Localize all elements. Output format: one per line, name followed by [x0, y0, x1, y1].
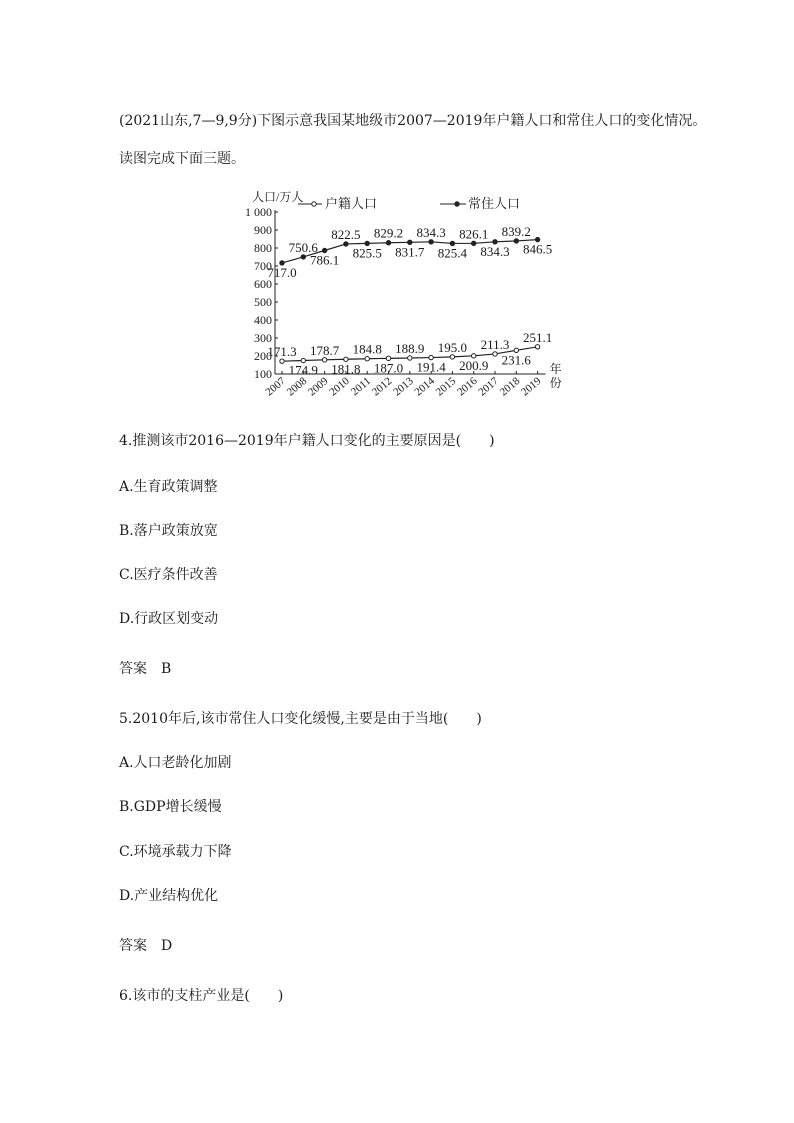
- series-2-data-label: 834.3: [416, 224, 446, 240]
- series-2-data-label: 831.7: [395, 244, 425, 260]
- series-1-point: [280, 359, 284, 363]
- intro-line-1: (2021山东,7—9,9分)下图示意我国某地级市2007—2019年户籍人口和常住人口的变化情况。: [119, 113, 707, 129]
- y-tick-label: 900: [254, 223, 272, 237]
- x-tick-label: 2009: [305, 375, 331, 399]
- series-2-data-label: 846.5: [522, 241, 553, 257]
- question-4-option-d: D.行政区划变动: [119, 611, 219, 627]
- question-5-answer: 答案 D: [119, 938, 173, 954]
- series-1-data-label: 231.6: [501, 352, 531, 368]
- x-tick-label: 2017: [476, 375, 501, 399]
- question-4-option-b: B.落户政策放宽: [119, 523, 218, 539]
- series-2-point: [301, 255, 305, 259]
- question-5-option-c: C.环境承载力下降: [119, 844, 232, 860]
- legend-label-1: 户籍人口: [325, 196, 378, 211]
- x-tick-label: 2007: [263, 375, 288, 399]
- y-tick-label: 400: [254, 313, 272, 327]
- series-1-point: [408, 356, 412, 360]
- series-1-data-label: 211.3: [480, 336, 510, 352]
- series-2-data-label: 826.1: [459, 226, 489, 242]
- series-2-data-label: 825.4: [437, 245, 468, 261]
- series-1-point: [450, 355, 454, 359]
- series-2-data-label: 829.2: [373, 225, 404, 241]
- x-tick-label: 2016: [455, 375, 480, 399]
- question-6-stem: 6.该市的支柱产业是( ): [119, 988, 284, 1004]
- x-axis-title-char: 年: [549, 362, 562, 376]
- series-2-point: [472, 241, 476, 245]
- series-1-data-label: 191.4: [416, 359, 446, 375]
- x-tick-label: 2014: [412, 375, 438, 399]
- series-1-data-label: 184.8: [352, 341, 382, 357]
- series-1-data-label: 251.1: [522, 329, 553, 345]
- y-tick-label: 700: [254, 259, 272, 273]
- question-5-stem: 5.2010年后,该市常住人口变化缓慢,主要是由于当地( ): [119, 711, 482, 727]
- series-1-data-label: 174.9: [288, 362, 318, 378]
- legend-marker-2: [455, 202, 459, 206]
- x-tick-label: 2015: [433, 375, 459, 399]
- series-1-data-label: 188.9: [395, 340, 425, 356]
- y-axis-title: 人口/万人: [252, 190, 304, 204]
- series-2-data-label: 786.1: [309, 252, 340, 268]
- series-2-data-label: 825.5: [352, 245, 382, 261]
- question-5-option-b: B.GDP增长缓慢: [119, 799, 222, 815]
- y-tick-label: 200: [254, 349, 272, 363]
- question-5-option-a: A.人口老龄化加剧: [119, 755, 232, 771]
- series-1-data-label: 200.9: [459, 357, 489, 373]
- population-line-chart: [240, 190, 570, 410]
- x-tick-label: 2019: [518, 375, 544, 399]
- y-tick-label: 1 000: [245, 205, 272, 219]
- series-2-data-label: 717.0: [267, 264, 297, 280]
- series-2-data-label: 750.6: [288, 239, 318, 255]
- x-tick-label: 2010: [327, 375, 352, 399]
- series-2-point: [386, 241, 390, 245]
- question-4-option-c: C.医疗条件改善: [119, 567, 218, 583]
- series-1-data-label: 178.7: [309, 342, 340, 358]
- question-4-option-a: A.生育政策调整: [119, 479, 218, 495]
- series-1-point: [493, 352, 497, 356]
- series-1-data-label: 181.8: [331, 361, 361, 377]
- series-2-data-label: 839.2: [501, 223, 531, 239]
- y-tick-label: 800: [254, 241, 272, 255]
- x-tick-label: 2011: [348, 375, 374, 399]
- series-2-data-label: 822.5: [331, 226, 361, 242]
- x-tick-label: 2012: [369, 375, 395, 399]
- intro-line-2: 读图完成下面三题。: [119, 151, 245, 167]
- y-tick-label: 300: [254, 331, 272, 345]
- question-4-answer: 答案 B: [119, 661, 172, 677]
- question-5-option-d: D.产业结构优化: [119, 888, 219, 904]
- y-tick-label: 600: [254, 277, 272, 291]
- legend-marker-1: [312, 202, 316, 206]
- x-tick-label: 2013: [391, 375, 416, 399]
- legend-label-2: 常住人口: [468, 196, 521, 211]
- series-1-data-label: 187.0: [373, 360, 404, 376]
- series-1-data-label: 171.3: [267, 344, 297, 360]
- question-4-stem: 4.推测该市2016—2019年户籍人口变化的主要原因是( ): [119, 433, 495, 449]
- series-2-point: [514, 239, 518, 243]
- series-1-data-label: 195.0: [437, 339, 468, 355]
- series-2-data-label: 834.3: [480, 243, 510, 259]
- x-axis-title-char: 份: [549, 376, 562, 390]
- series-1-point: [535, 345, 539, 349]
- series-2-point: [344, 242, 348, 246]
- x-tick-label: 2008: [284, 375, 310, 399]
- series-2-point: [429, 240, 433, 244]
- y-tick-label: 100: [254, 367, 272, 381]
- y-tick-label: 500: [254, 295, 272, 309]
- x-tick-label: 2018: [497, 375, 523, 399]
- series-1-point: [322, 358, 326, 362]
- series-1-point: [365, 357, 369, 361]
